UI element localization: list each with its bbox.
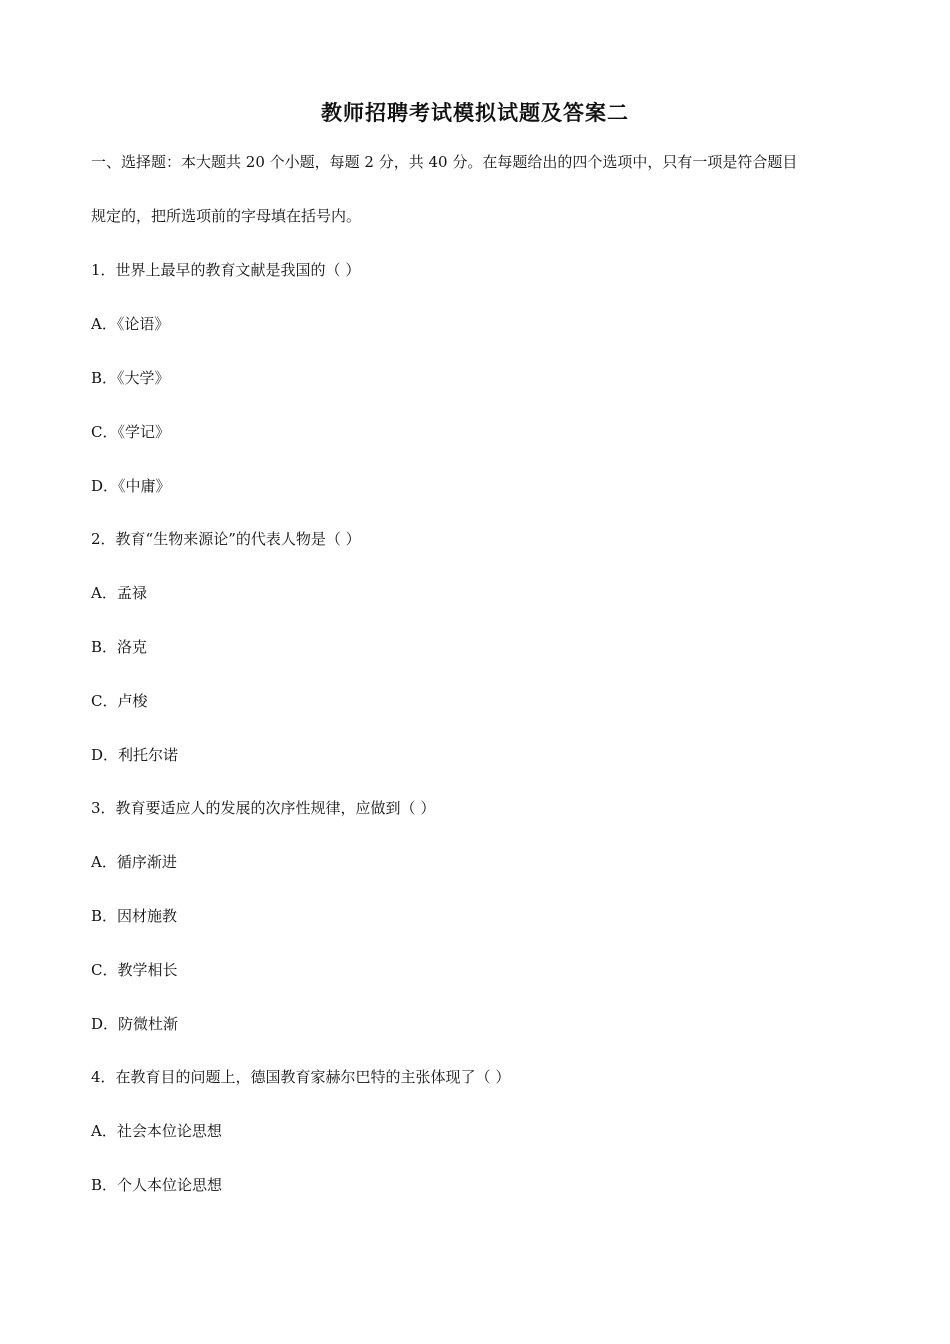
question-3-option-b: B．因材施教 (91, 907, 178, 925)
question-1-stem: 1．世界上最早的教育文献是我国的（ ） (91, 261, 361, 279)
question-3-stem: 3．教育要适应人的发展的次序性规律，应做到（ ） (91, 799, 436, 817)
question-2-option-a: A．孟禄 (91, 584, 147, 602)
question-2-stem: 2．教育“生物来源论”的代表人物是（ ） (91, 530, 361, 548)
question-4-option-b: B．个人本位论思想 (91, 1176, 223, 1194)
question-3-option-c: C．教学相长 (91, 961, 178, 979)
question-1-option-b: B．《大学》 (91, 369, 170, 387)
document-title: 教师招聘考试模拟试题及答案二 (321, 100, 629, 125)
question-2-option-d: D．利托尔诺 (91, 746, 179, 764)
question-2-option-b: B．洛克 (91, 638, 148, 656)
question-1-option-a: A．《论语》 (91, 315, 170, 333)
question-4-option-a: A．社会本位论思想 (91, 1122, 222, 1140)
question-3-option-a: A．循序渐进 (91, 853, 177, 871)
instructions-line-1: 一、选择题：本大题共 20 个小题，每题 2 分，共 40 分。在每题给出的四个选项中，只有一项是符合题目 (91, 153, 798, 171)
question-1-option-c: C．《学记》 (91, 423, 170, 441)
question-1-option-d: D．《中庸》 (91, 477, 171, 495)
question-2-option-c: C．卢梭 (91, 692, 148, 710)
question-4-stem: 4．在教育目的问题上，德国教育家赫尔巴特的主张体现了（ ） (91, 1068, 511, 1086)
instructions-line-2: 规定的，把所选项前的字母填在括号内。 (91, 207, 362, 225)
question-3-option-d: D．防微杜渐 (91, 1015, 179, 1033)
